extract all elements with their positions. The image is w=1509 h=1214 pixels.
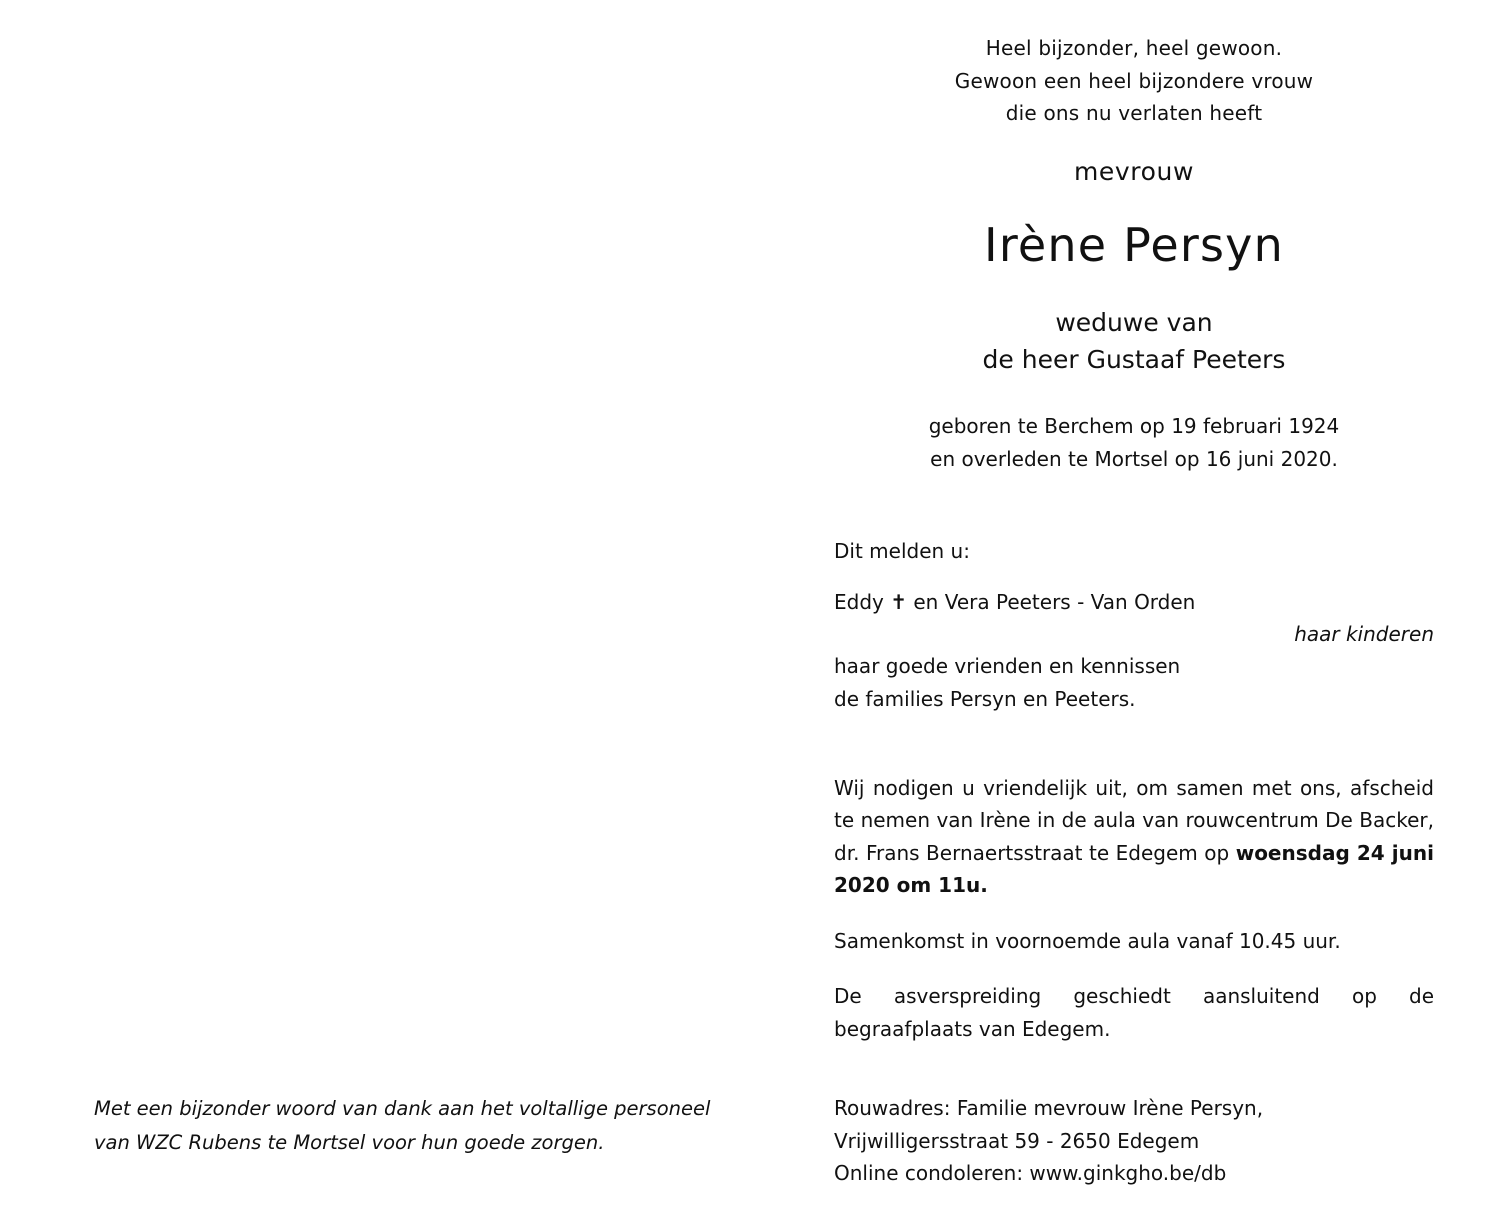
spouse-line: weduwe van (1055, 308, 1213, 337)
honorific: mevrouw (1073, 157, 1195, 186)
thanks-line: van WZC Rubens te Mortsel voor hun goede zorgen. (94, 1131, 605, 1154)
ash-scattering: De asverspreiding geschiedt aansluitend op de begraafplaats van Edegem. (834, 984, 1434, 1041)
birth-line: geboren te Berchem op 19 februari 1924 (928, 414, 1340, 438)
intro-line: die ons nu verlaten heeft (1005, 101, 1263, 125)
spouse-line: de heer Gustaaf Peeters (982, 345, 1286, 374)
announcement-label: Dit melden u: (834, 539, 970, 563)
intro-line: Heel bijzonder, heel gewoon. (985, 36, 1283, 60)
address-line: Vrijwilligersstraat 59 - 2650 Edegem (834, 1128, 1200, 1153)
invitation-text: Wij nodigen u vriendelijk uit, om samen met ons, afscheid te nemen van Irène in de aula van rouwcentrum De Backer, dr. Frans Bernaertsstraat te Edegem op (834, 776, 1434, 865)
funeral-invitation (834, 772, 1434, 901)
address-line: Rouwadres: Familie mevrouw Irène Persyn, (834, 1096, 1264, 1120)
deceased-name: Irène Persyn (984, 218, 1284, 272)
children-role: haar kinderen (1294, 622, 1434, 646)
thanks-line: Met een bijzonder woord van dank aan het voltallige personeel (94, 1097, 711, 1120)
death-line: en overleden te Mortsel op 16 juni 2020. (930, 447, 1338, 471)
life-dates (834, 410, 1434, 476)
child-name: Eddy (834, 590, 884, 614)
mourners-line: haar goede vrienden en kennissen (834, 654, 1181, 678)
spouse-info (834, 304, 1434, 378)
contact-address (834, 1092, 1263, 1190)
gathering-time: Samenkomst in voornoemde aula vanaf 10.45 uur. (834, 929, 1341, 953)
intro-line: Gewoon een heel bijzondere vrouw (954, 68, 1314, 93)
children-names: en Vera Peeters - Van Orden (913, 590, 1196, 614)
condolence-link: Online condoleren: www.ginkgho.be/db (834, 1161, 1227, 1185)
children-line (834, 586, 1195, 618)
thanks-note (94, 1092, 714, 1160)
mourners-list (834, 650, 1180, 715)
intro-verse (834, 32, 1434, 130)
mourners-line: de families Persyn en Peeters. (834, 686, 1136, 711)
ceremony-datetime: woensdag 24 juni 2020 om 11u. (834, 840, 1434, 897)
cross-icon: ✝ (890, 590, 907, 614)
